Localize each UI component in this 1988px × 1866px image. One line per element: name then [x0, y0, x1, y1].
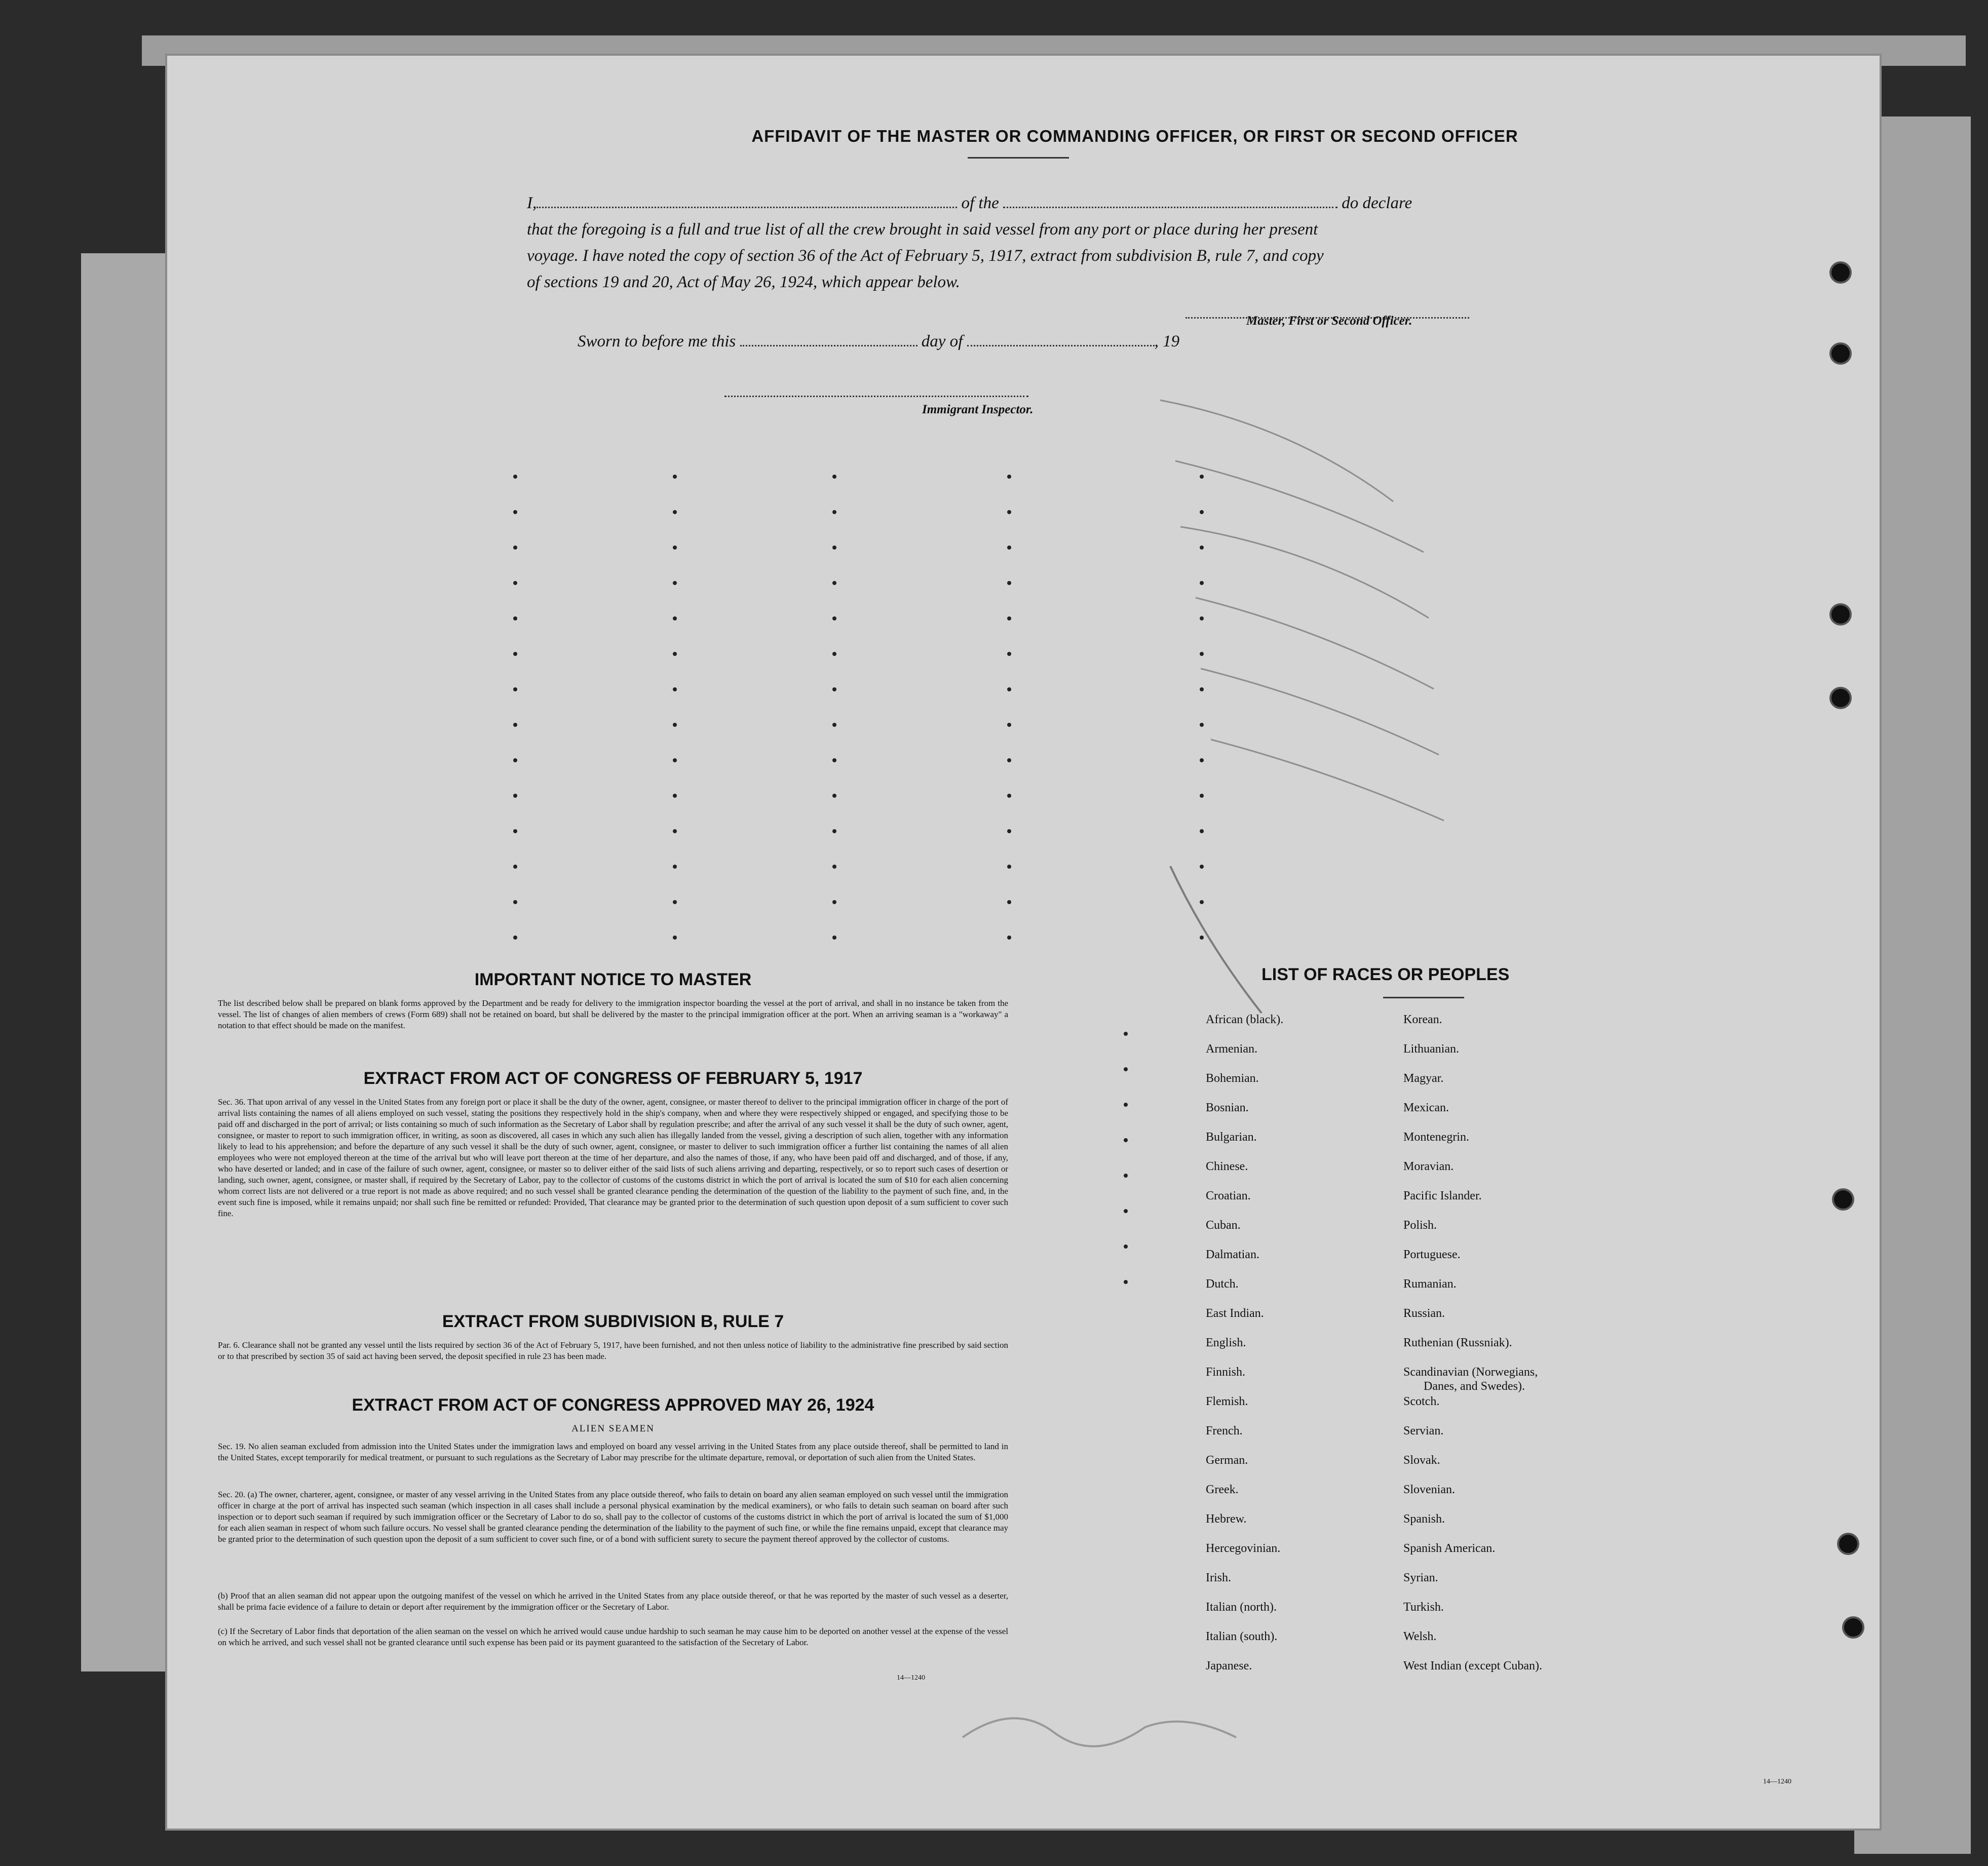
notice-body: The list described below shall be prepared on blank forms approved by the Department and be ready for delivery to the immigration inspector boarding the vessel at the port of arrival, and shall in no instance be taken from the vessel. The list of changes of alien members of crews (Form 689) shall not be retained on board, but shall be delivered by the master to the principal immigration officer at the port. When an arriving seaman is a "workaway" a notation to that effect should be made on the manifest. [218, 998, 1008, 1030]
race-left-16: Greek. [1206, 1483, 1239, 1496]
race-left-13: Flemish. [1206, 1395, 1248, 1408]
decl-line-3: voyage. I have noted the copy of section 36 of the Act of February 5, 1917, extract from subdivision B, rule 7, and copy [527, 247, 1324, 265]
punch-hole-2 [1831, 344, 1850, 363]
race-right-14: Scotch. [1403, 1395, 1440, 1408]
race-right-10: Russian. [1403, 1307, 1445, 1320]
race-left-0: African (black). [1206, 1013, 1284, 1026]
race-left-7: Cuban. [1206, 1219, 1241, 1232]
race-right-16: Slovak. [1403, 1454, 1440, 1467]
races-underline [1383, 997, 1464, 998]
form-number-bottom: 14—1240 [1763, 1778, 1791, 1785]
race-right-12: Scandinavian (Norwegians, [1403, 1366, 1538, 1379]
vessel-blank[interactable] [1003, 193, 1337, 208]
race-right-18: Spanish. [1403, 1512, 1445, 1526]
race-right-19: Spanish American. [1403, 1542, 1496, 1555]
race-left-22: Japanese. [1206, 1659, 1252, 1673]
race-left-15: German. [1206, 1454, 1248, 1467]
inspector-signature-line[interactable] [724, 382, 1028, 397]
race-right-8: Portuguese. [1403, 1248, 1461, 1261]
race-right-0: Korean. [1403, 1013, 1442, 1026]
race-left-6: Croatian. [1206, 1189, 1251, 1202]
race-left-19: Irish. [1206, 1571, 1231, 1584]
race-left-12: Finnish. [1206, 1366, 1246, 1379]
master-signature-label: Master, First or Second Officer. [1246, 314, 1412, 328]
race-left-18: Hercegovinian. [1206, 1542, 1281, 1555]
punch-hole-4 [1831, 689, 1850, 707]
race-right-4: Montenegrin. [1403, 1131, 1469, 1144]
race-right-6: Pacific Islander. [1403, 1189, 1482, 1202]
form-number-notice: 14—1240 [897, 1674, 925, 1682]
extract-1924-subtitle: ALIEN SEAMEN [571, 1423, 655, 1434]
sworn-text: Sworn to before me this [578, 332, 736, 351]
race-left-5: Chinese. [1206, 1160, 1248, 1173]
extract-1917-title: EXTRACT FROM ACT OF CONGRESS OF FEBRUARY 5, 1917 [363, 1069, 863, 1088]
race-right-1: Lithuanian. [1403, 1042, 1459, 1056]
punch-hole-6 [1839, 1535, 1857, 1553]
document-page [167, 56, 1880, 1829]
race-left-3: Bosnian. [1206, 1101, 1249, 1114]
race-left-20: Italian (north). [1206, 1601, 1277, 1614]
race-right-5: Moravian. [1403, 1160, 1454, 1173]
notice-title: IMPORTANT NOTICE TO MASTER [474, 970, 752, 989]
race-right-13: Danes, and Swedes). [1424, 1380, 1525, 1393]
race-left-14: French. [1206, 1424, 1243, 1437]
sec20a-text: Sec. 20. (a) The owner, charterer, agent, consignee, or master of any vessel arriving in the United States from any place outside thereof, who fails to detain on board any alien seaman employed on such vessel until the immigration officer in charge at the port of arrival has inspected such seaman (which inspection in all cases shall include a personal physical examination by the medical examiners), or who fails to detain such seaman on board after such inspection or to deport such seaman if required by such immigration officer or the Secretary of Labor to do so, shall pay to the collector of customs of the customs district in which the port of arrival is located the sum of $1,000 for each alien seaman in respect of whom such failure occurs. No vessel shall be granted clearance pending the determination of the liability to the payment of such fine, or while the fine remains unpaid, except that clearance may be granted prior to the determination of such question upon the deposit of a sum sufficient to cover such fine, or of a bond with sufficient surety to secure the payment thereof approved by the collector of customs. [218, 1490, 1008, 1544]
extract-rule7-title: EXTRACT FROM SUBDIVISION B, RULE 7 [442, 1312, 784, 1331]
title-underline [968, 157, 1069, 159]
punch-hole-3 [1831, 605, 1850, 624]
race-right-9: Rumanian. [1403, 1277, 1457, 1291]
race-left-8: Dalmatian. [1206, 1248, 1259, 1261]
race-right-20: Syrian. [1403, 1571, 1438, 1584]
inspector-label: Immigrant Inspector. [922, 403, 1034, 416]
race-left-2: Bohemian. [1206, 1072, 1259, 1085]
sec20c-text: (c) If the Secretary of Labor finds that deportation of the alien seaman on the vessel on which he arrived would cause undue hardship to such seaman he may cause him to be deported on another vessel at the expense of the vessel on which he arrived, and such vessel shall not be granted clearance until such expense has been paid or its payment guaranteed to the satisfaction of the Secretary of Labor. [218, 1626, 1008, 1647]
race-right-7: Polish. [1403, 1219, 1437, 1232]
sworn-year: , 19 [1154, 332, 1180, 351]
races-title: LIST OF RACES OR PEOPLES [1261, 965, 1510, 984]
decl-i: I, [527, 194, 537, 212]
race-right-2: Magyar. [1403, 1072, 1444, 1085]
decl-line-4: of sections 19 and 20, Act of May 26, 1924, which appear below. [527, 273, 960, 291]
sec19-text: Sec. 19. No alien seaman excluded from admission into the United States under the immigration laws and employed on board any vessel arriving in the United States from any place outside thereof, shall be permitted to land in the United States, except temporarily for medical treatment, or pursuant to such regulations as the Secretary of Labor may prescribe for the ultimate departure, removal, or deportation of such alien from the United States. [218, 1442, 1008, 1462]
race-right-11: Ruthenian (Russniak). [1403, 1336, 1512, 1349]
race-right-3: Mexican. [1403, 1101, 1449, 1114]
race-left-11: English. [1206, 1336, 1246, 1349]
race-right-17: Slovenian. [1403, 1483, 1455, 1496]
race-right-15: Servian. [1403, 1424, 1444, 1437]
decl-do-declare: do declare [1342, 194, 1412, 212]
decl-line-2: that the foregoing is a full and true list of all the crew brought in said vessel from any port or place during her present [527, 220, 1318, 239]
race-left-10: East Indian. [1206, 1307, 1264, 1320]
race-right-21: Turkish. [1403, 1601, 1444, 1614]
sworn-day-blank[interactable] [740, 332, 917, 346]
extract-1924-title: EXTRACT FROM ACT OF CONGRESS APPROVED MAY 26, 1924 [352, 1395, 874, 1415]
punch-hole-7 [1844, 1618, 1862, 1637]
punch-hole-5 [1834, 1190, 1852, 1209]
race-right-22: Welsh. [1403, 1630, 1437, 1643]
race-left-17: Hebrew. [1206, 1512, 1247, 1526]
sec20b-text: (b) Proof that an alien seaman did not appear upon the outgoing manifest of the vessel on which he arrived in the United States from any place outside thereof, or that he was reported by the master of such vessel as a deserter, shall be prima facie evidence of a failure to detain or deport after requirement by the immigration officer or the Secretary of Labor. [218, 1591, 1008, 1612]
extract-rule7-body: Par. 6. Clearance shall not be granted any vessel until the lists required by section 36 of the Act of February 5, 1917, have been furnished, and not then unless notice of liability to the administrative fine prescribed by said section or to that prescribed by section 35 of said act having been served, the deposit specified in rule 23 has been made. [218, 1340, 1008, 1361]
sworn-day-of: day of [921, 332, 963, 351]
race-left-21: Italian (south). [1206, 1630, 1278, 1643]
handwritten-scribble [952, 1697, 1256, 1758]
declaration-text [527, 190, 1672, 295]
race-left-1: Armenian. [1206, 1042, 1257, 1056]
extract-1917-body: Sec. 36. That upon arrival of any vessel in the United States from any foreign port or place it shall be the duty of the owner, agent, consignee, or master thereof to deliver to the principal immigration officer in charge of the port of arrival lists containing the names of all aliens employed on such vessel, stating the positions they respectively hold in the ship's company, when and where they were respectively shipped or engaged, and specifying those to be paid off and discharged in the port of arrival; or lists containing so much of such information as the Secretary of Labor shall by regulation prescribe; and after the arrival of any such vessel it shall be the duty of such owner, agent, consignee, or master to report to such immigration officer, in writing, as soon as discovered, all cases in which any such alien has illegally landed from the vessel, giving a description of such alien, together with any information likely to lead to his apprehension; and before the departure of any such vessel it shall be the duty of such owner, agent, consignee, or master to deliver to such immigration officer a further list containing the names of all alien employees who were not employed thereon at the time of the arrival but who will leave port thereon at the time of her departure, and also the names of those, if any, who have been paid off and discharged, and of those, if any, who have deserted or landed; and in case of the failure of such owner, agent, consignee, or master so to deliver either of the said lists of such aliens arriving and departing, respectively, or so to report such cases of desertion or landing, such owner, agent, consignee, or master shall, if required by the Secretary of Labor, pay to the collector of customs of the customs district in which the port of arrival is located the sum of $10 for each alien concerning whom correct lists are not delivered or a true report is not made as above required; and no such vessel shall be granted clearance pending the determination of the question of the liability to the payment of such fine, and, in the event such fine is imposed, while it remains unpaid; nor shall such fine be remitted or refunded: Provided, That clearance may be granted prior to the determination of such question upon deposit of a sum sufficient to cover such fine. [218, 1097, 1008, 1218]
race-right-23: West Indian (except Cuban). [1403, 1659, 1542, 1673]
affidavit-title: AFFIDAVIT OF THE MASTER OR COMMANDING OFFICER, OR FIRST OR SECOND OFFICER [751, 127, 1518, 145]
decl-of-the: of the [961, 194, 999, 212]
race-left-4: Bulgarian. [1206, 1131, 1257, 1144]
punch-hole-1 [1831, 263, 1850, 282]
race-left-9: Dutch. [1206, 1277, 1239, 1291]
name-blank[interactable] [537, 193, 957, 208]
